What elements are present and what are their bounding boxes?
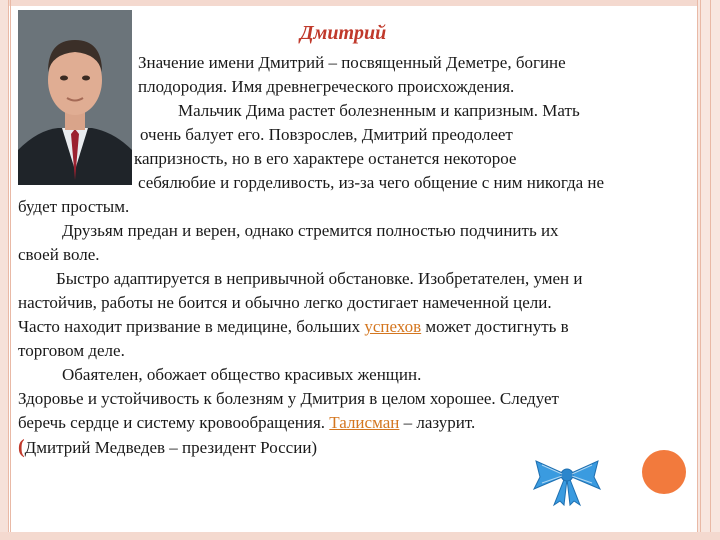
- text-line: Обаятелен, обожает общество красивых женщин.: [62, 365, 422, 384]
- text-line: торговом деле.: [18, 341, 125, 360]
- text-line: Здоровье и устойчивость к болезням у Дмитрия в целом хорошее. Следует: [18, 389, 559, 408]
- border-line: [700, 0, 701, 540]
- border-line: [710, 0, 711, 540]
- border-line: [697, 0, 698, 540]
- open-paren: (: [18, 436, 25, 458]
- text-segment: – лазурит.: [403, 413, 476, 432]
- slide-border-bottom: [0, 532, 720, 540]
- slide-border-top: [0, 0, 720, 6]
- text-line: Мальчик Дима растет болезненным и капризным. Мать: [178, 101, 580, 120]
- text-line: себялюбие и горделивость, из-за чего общение с ним никогда не: [138, 173, 605, 192]
- text-line: плодородия. Имя древнегреческого происхождения.: [138, 77, 515, 96]
- blue-bow-icon: [532, 455, 602, 507]
- text-line: будет простым.: [18, 197, 130, 216]
- text-line: Значение имени Дмитрий – посвященный Деметре, богине: [138, 53, 566, 72]
- portrait-illustration: [18, 10, 132, 185]
- slide-border-right: [698, 0, 720, 540]
- text-line: своей воле.: [18, 245, 100, 264]
- border-line: [8, 0, 9, 540]
- text-line: [18, 437, 317, 458]
- text-segment: Часто находит призвание в медицине, больших: [18, 317, 361, 336]
- text-line: настойчив, работы не боится и обычно легко достигает намеченной цели.: [18, 293, 552, 312]
- text-line: Друзьям предан и верен, однако стремится полностью подчинить их: [62, 221, 559, 240]
- text-line: капризность, но в его характере останется некоторое: [134, 149, 517, 168]
- text-line: [18, 413, 475, 433]
- link-talisman[interactable]: Талисман: [329, 413, 400, 432]
- page-title: Дмитрий: [300, 22, 387, 44]
- text-segment: может достигнуть в: [425, 317, 569, 336]
- text-line: [18, 317, 569, 337]
- border-line: [10, 0, 11, 540]
- text-line: очень балует его. Повзрослев, Дмитрий преодолеет: [140, 125, 513, 144]
- portrait-photo: [18, 10, 132, 185]
- text-line: Быстро адаптируется в непривычной обстановке. Изобретателен, умен и: [56, 269, 583, 288]
- decorative-orange-circle: [642, 450, 686, 494]
- text-segment: Дмитрий Медведев – президент России): [24, 438, 318, 457]
- text-segment: беречь сердце и систему кровообращения.: [18, 413, 326, 432]
- slide-border-left: [0, 0, 8, 540]
- link-uspekhov[interactable]: успехов: [364, 317, 422, 336]
